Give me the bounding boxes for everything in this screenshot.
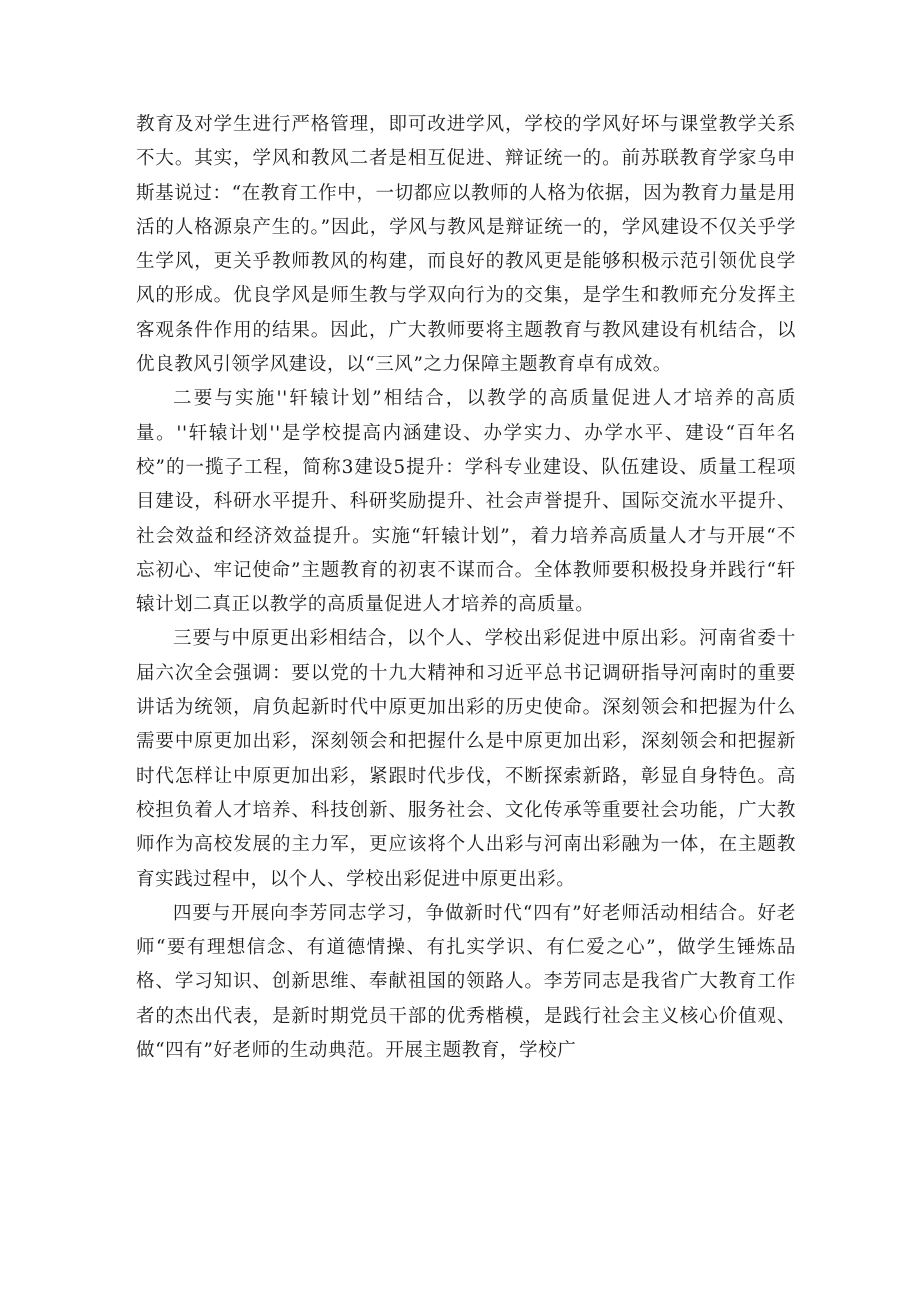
document-body	[136, 108, 796, 1068]
paragraph-2: 二要与实施''轩辕计划”相结合，以教学的高质量促进人才培养的高质量。''轩辕计划''是学校提高内涵建设、办学实力、办学水平、建设“百年名校”的一揽子工程，简称3建设5提升：学科专业建设、队伍建设、质量工程项目建设，科研水平提升、科研奖励提升、社会声誉提升、国际交流水平提升、社会效益和经济效益提升。实施“轩辕计划”，着力培养高质量人才与开展“不忘初心、牢记使命”主题教育的初衷不谋而合。全体教师要积极投身并践行“轩辕计划二真正以教学的高质量促进人才培养的高质量。	[136, 388, 796, 616]
paragraph-4: 四要与开展向李芳同志学习，争做新时代“四有”好老师活动相结合。好老师“要有理想信念、有道德情操、有扎实学识、有仁爱之心”，做学生锤炼品格、学习知识、创新思维、奉献祖国的领路人。李芳同志是我省广大教育工作者的杰出代表，是新时期党员干部的优秀楷模，是践行社会主义核心价值观、做“四有”好老师的生动典范。开展主题教育，学校广	[136, 902, 796, 1062]
paragraph-1-continued: 教育及对学生进行严格管理，即可改进学风，学校的学风好坏与课堂教学关系不大。其实，学风和教风二者是相互促进、辩证统一的。前苏联教育学家乌申斯基说过：“在教育工作中，一切都应以教师的人格为依据，因为教育力量是用活的人格源泉产生的。”因此，学风与教风是辩证统一的，学风建设不仅关乎学生学风，更关乎教师教风的构建，而良好的教风更是能够积极示范引领优良学风的形成。优良学风是师生教与学双向行为的交集，是学生和教师充分发挥主客观条件作用的结果。因此，广大教师要将主题教育与教风建设有机结合，以优良教风引领学风建设，以“三风”之力保障主题教育卓有成效。	[136, 114, 796, 376]
paragraph-3: 三要与中原更出彩相结合，以个人、学校出彩促进中原出彩。河南省委十届六次全会强调：要以党的十九大精神和习近平总书记调研指导河南时的重要讲话为统领，肩负起新时代中原更加出彩的历史使命。深刻领会和把握为什么需要中原更加出彩，深刻领会和把握什么是中原更加出彩，深刻领会和把握新时代怎样让中原更加出彩，紧跟时代步伐，不断探索新路，彰显自身特色。高校担负着人才培养、科技创新、服务社会、文化传承等重要社会功能，广大教师作为高校发展的主力军，更应该将个人出彩与河南出彩融为一体，在主题教育实践过程中，以个人、学校出彩促进中原更出彩。	[136, 628, 796, 890]
